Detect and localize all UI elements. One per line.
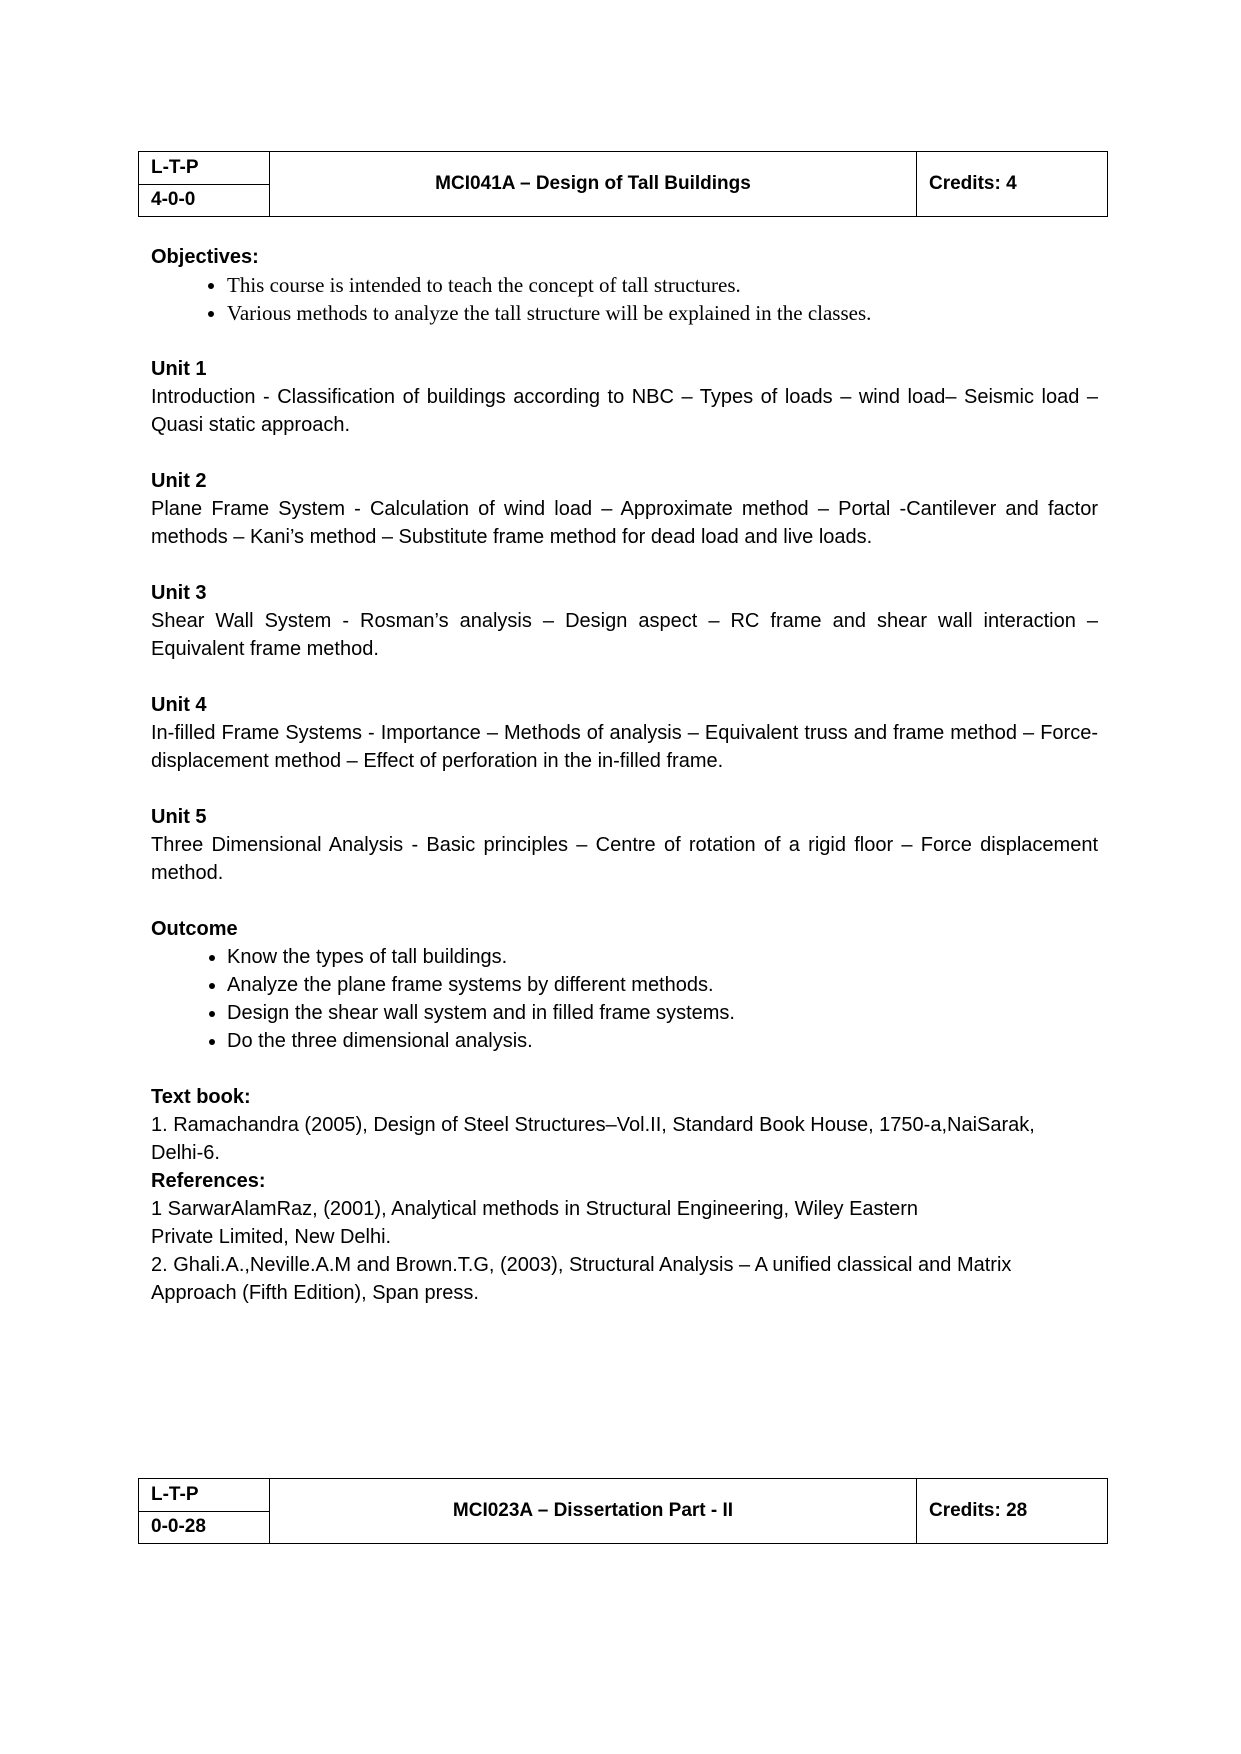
unit-heading: Unit 3 — [151, 582, 207, 604]
list-item: • Analyze the plane frame systems by different methods. — [227, 971, 1098, 999]
unit-text: Plane Frame System - Calculation of wind load – Approximate method – Portal -Cantilever and factor methods – Kani’s method – Substitute frame method for dead load and live loads. — [151, 498, 1098, 548]
list-item: • Design the shear wall system and in filled frame systems. — [227, 999, 1098, 1027]
list-item: • Do the three dimensional analysis. — [227, 1027, 1098, 1055]
textbook-line: Delhi-6. — [151, 1142, 220, 1164]
reference-line: Private Limited, New Delhi. — [151, 1226, 392, 1248]
ltp-label: L-T-P — [139, 1479, 269, 1512]
unit-5 — [151, 803, 1098, 887]
outcome-section — [151, 915, 1098, 1055]
course-credits: Credits: 28 — [929, 1500, 1028, 1521]
references-heading: References: — [151, 1170, 266, 1192]
ltp-cell — [139, 152, 270, 216]
objectives-list — [151, 271, 1098, 327]
ltp-cell — [139, 1479, 270, 1543]
reference-line: Approach (Fifth Edition), Span press. — [151, 1282, 479, 1304]
course-title: MCI041A – Design of Tall Buildings — [270, 152, 917, 216]
textbook-line: 1. Ramachandra (2005), Design of Steel Structures–Vol.II, Standard Book House, 1750-a,NaiSarak, — [151, 1114, 1035, 1136]
course-header-table-1 — [138, 151, 1108, 217]
ltp-label: L-T-P — [139, 152, 269, 185]
unit-3 — [151, 579, 1098, 663]
unit-heading: Unit 1 — [151, 358, 207, 380]
reference-line: 2. Ghali.A.,Neville.A.M and Brown.T.G, (2003), Structural Analysis – A unified classical and Matrix — [151, 1254, 1012, 1276]
unit-heading: Unit 4 — [151, 694, 207, 716]
unit-4 — [151, 691, 1098, 775]
outcome-list — [151, 943, 1098, 1055]
unit-2 — [151, 467, 1098, 551]
unit-heading: Unit 2 — [151, 470, 207, 492]
reference-line: 1 SarwarAlamRaz, (2001), Analytical methods in Structural Engineering, Wiley Eastern — [151, 1198, 919, 1220]
outcome-heading: Outcome — [151, 918, 238, 940]
textbook-section — [151, 1083, 1098, 1307]
ltp-value: 0-0-28 — [151, 1516, 206, 1538]
textbook-heading: Text book: — [151, 1086, 251, 1108]
ltp-value: 4-0-0 — [151, 189, 196, 211]
list-item: • This course is intended to teach the concept of tall structures. — [227, 271, 1098, 299]
unit-1 — [151, 355, 1098, 439]
course-credits: Credits: 4 — [929, 173, 1017, 194]
objectives-heading: Objectives: — [151, 246, 259, 268]
course-header-table-2 — [138, 1478, 1108, 1544]
unit-text: Shear Wall System - Rosman’s analysis – Design aspect – RC frame and shear wall interaction – Equivalent frame method. — [151, 610, 1098, 660]
unit-text: Introduction - Classification of buildings according to NBC – Types of loads – wind load– Seismic load – Quasi static approach. — [151, 386, 1098, 436]
course-content — [151, 243, 1098, 1307]
unit-text: In-filled Frame Systems - Importance – Methods of analysis – Equivalent truss and frame method – Force-displacement method – Effect of perforation in the in-filled frame. — [151, 722, 1098, 772]
list-item: • Know the types of tall buildings. — [227, 943, 1098, 971]
list-item: • Various methods to analyze the tall structure will be explained in the classes. — [227, 299, 1098, 327]
unit-heading: Unit 5 — [151, 806, 207, 828]
course-title: MCI023A – Dissertation Part - II — [270, 1479, 917, 1543]
unit-text: Three Dimensional Analysis - Basic principles – Centre of rotation of a rigid floor – Force displacement method. — [151, 834, 1098, 884]
